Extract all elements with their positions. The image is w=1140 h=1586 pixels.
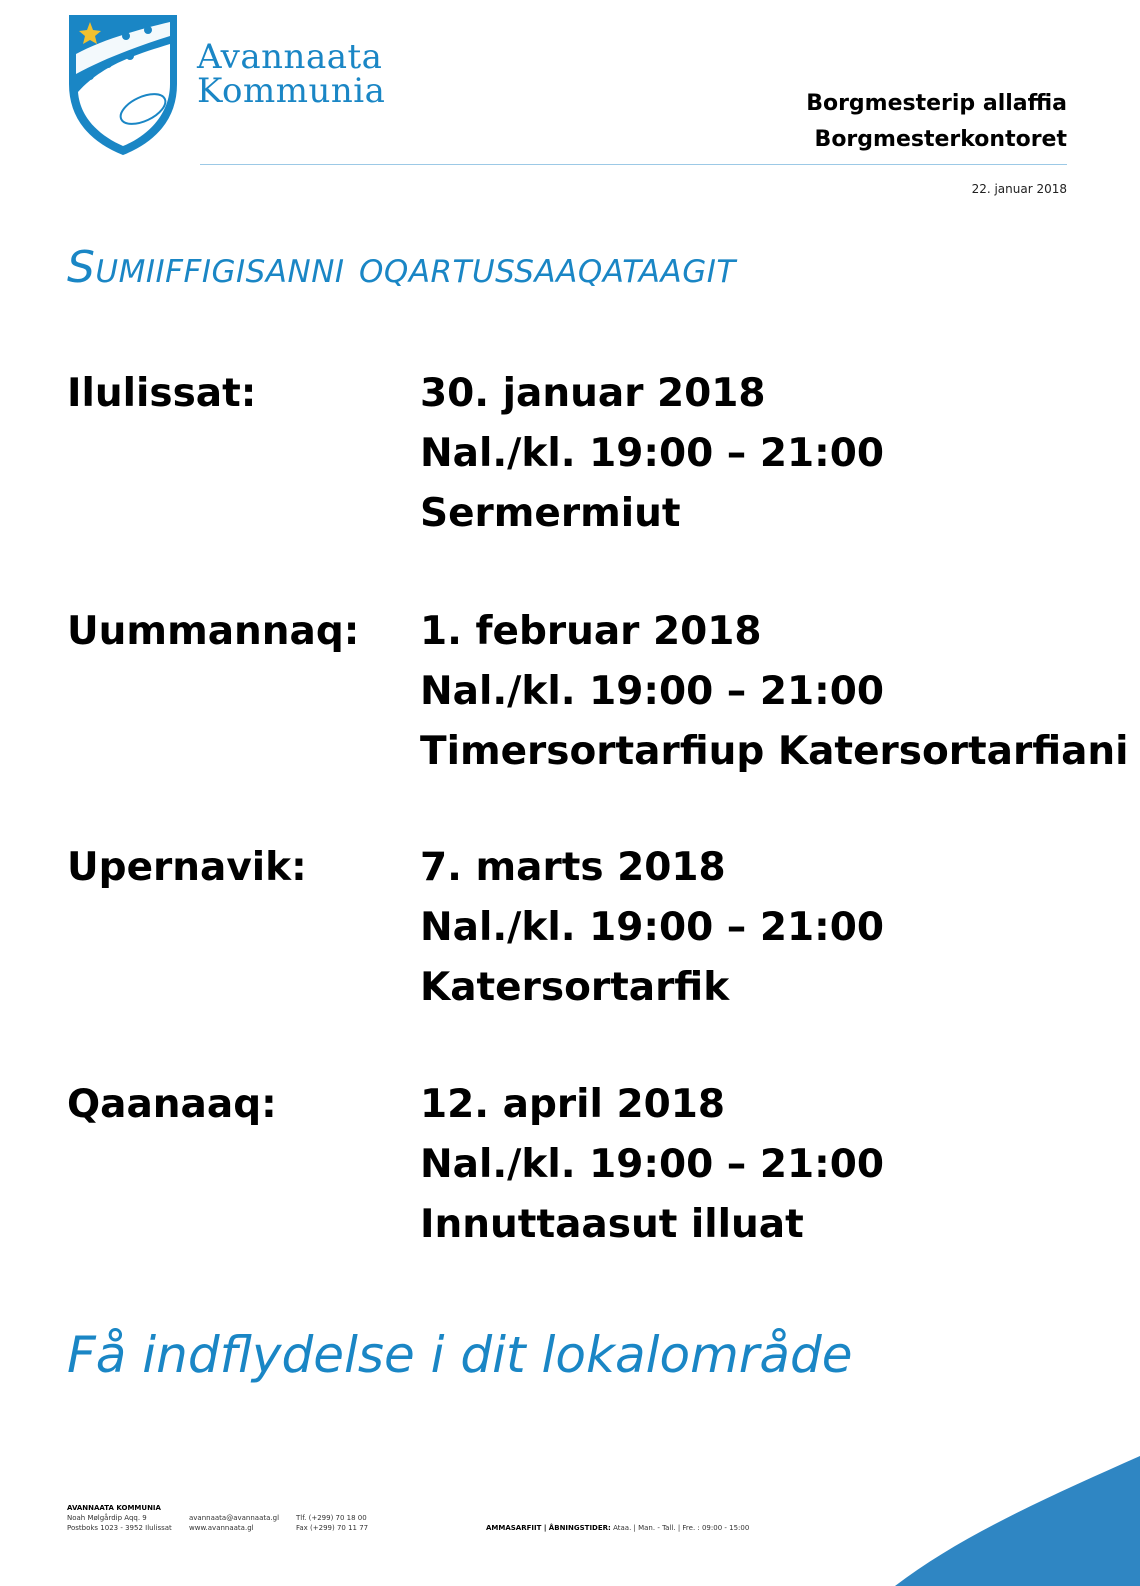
meeting-details [420, 364, 884, 544]
meeting-time: Nal./kl. 19:00 – 21:00 [420, 431, 885, 476]
meeting-date: 7. marts 2018 [420, 845, 726, 890]
meeting-town: Ilulissat: [67, 371, 257, 416]
footer-contact [189, 1513, 279, 1533]
opening-hours-value: Ataa. | Man. - Tall. | Fre. : 09:00 - 15:00 [613, 1524, 750, 1532]
meeting-town: Uummannaq: [67, 609, 360, 654]
coat-of-arms-shield-icon [68, 14, 178, 156]
opening-hours [486, 1524, 749, 1532]
footer-phone-number: Tlf. (+299) 70 18 00 [296, 1514, 367, 1522]
footer-address-line2: Postboks 1023 - 3952 Ilulissat [67, 1524, 172, 1532]
opening-hours-label: AMMASARFIIT | ÅBNINGSTIDER: [486, 1524, 611, 1532]
meeting-time: Nal./kl. 19:00 – 21:00 [420, 905, 885, 950]
meeting-town: Upernavik: [67, 845, 307, 890]
meeting-town: Qaanaaq: [67, 1082, 277, 1127]
document-date: 22. januar 2018 [971, 182, 1067, 196]
footer-fax-number: Fax (+299) 70 11 77 [296, 1524, 369, 1532]
office-name [806, 86, 1067, 158]
org-name-line1: Avannaata [197, 37, 383, 77]
office-line2: Borgmesterkontoret [814, 127, 1067, 152]
footer-org-name: AVANNAATA KOMMUNIA [67, 1504, 161, 1512]
meeting-date: 30. januar 2018 [420, 371, 766, 416]
footer-phone [296, 1513, 368, 1533]
slogan: Få indflydelse i dit lokalområde [67, 1326, 853, 1384]
meeting-time: Nal./kl. 19:00 – 21:00 [420, 669, 885, 714]
header-divider [200, 164, 1067, 165]
footer-website[interactable]: www.avannaata.gl [189, 1524, 254, 1532]
meeting-details [420, 602, 1129, 782]
organization-name [197, 37, 386, 111]
page-title: Sumiiffigisanni oqartussaaqataagit [67, 242, 736, 293]
org-name-line2: Kommunia [197, 71, 386, 111]
meeting-time: Nal./kl. 19:00 – 21:00 [420, 1142, 885, 1187]
meeting-venue: Timersortarfiup Katersortarfiani [420, 729, 1129, 774]
footer-email[interactable]: avannaata@avannaata.gl [189, 1514, 280, 1522]
meeting-venue: Innuttaasut illuat [420, 1202, 804, 1247]
meeting-details [420, 1075, 884, 1255]
meeting-details [420, 838, 884, 1018]
meeting-venue: Katersortarfik [420, 965, 730, 1010]
footer-address-line1: Noah Mølgårdip Aqq. 9 [67, 1514, 147, 1522]
meeting-date: 12. april 2018 [420, 1082, 725, 1127]
footer-address [67, 1503, 172, 1533]
decorative-swoosh [840, 1346, 1140, 1586]
office-line1: Borgmesterip allaffia [806, 91, 1067, 116]
meeting-date: 1. februar 2018 [420, 609, 762, 654]
meeting-venue: Sermermiut [420, 491, 681, 536]
